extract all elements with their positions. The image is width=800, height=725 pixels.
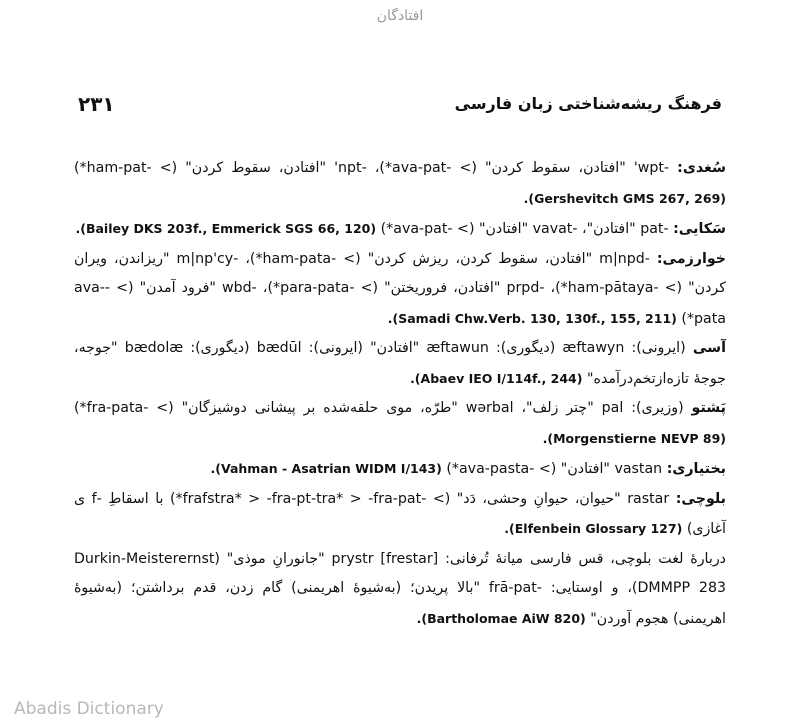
entry-reference: (Elfenbein Glossary 127). <box>504 521 683 536</box>
entry-text: دربارهٔ لغت بلوچی، قس فارسی میانهٔ تُرفانی: prystr [frestar] "جانورانِ موذی" (Durkin-Meisterernst DMMPP 283)، و اوستایی: -frā-pat "بالا پریدن؛ (به‌شیوهٔ اهریمنی) گام زدن، قدم برداشتن؛ (به‌شیوهٔ اهریمنی) هجوم آوردن" <box>74 550 726 627</box>
entry-text: (ایرونی): æftawyn (دیگوری): æftawun "افتادن" (ایرونی): bædūl (دیگوری): bædolæ "جوجه، جوجهٔ تازه‌ازتخم‌درآمده" <box>74 340 726 387</box>
entry-reference: (Abaev IEO I/114f., 244). <box>410 370 583 386</box>
entry-label: پَشتو <box>691 400 726 416</box>
entry-note <box>74 545 726 635</box>
entry-text: (وزیری): pal "چتر زلف"، wərbal "طرّه، موی حلقه‌شده بر پیشانی دوشیزگان" (> -fra-pata*) <box>74 400 684 416</box>
entry-ossetic <box>74 334 726 394</box>
entry-bakhtiari <box>74 454 726 485</box>
entry-reference: (Bartholomae AiW 820). <box>416 610 586 626</box>
entry-khwarezmian <box>74 245 726 335</box>
entry-label: آسی <box>692 340 726 356</box>
entry-label: سُغدی: <box>677 160 726 176</box>
entry-reference: (Samadi Chw.Verb. 130, 130f., 155, 211). <box>387 310 677 326</box>
entry-pashto <box>74 394 726 454</box>
entry-label: بلوچی: <box>675 490 727 507</box>
book-title: فرهنگ ریشه‌شناختی زبان فارسی <box>454 94 722 113</box>
entry-text: -wpt' "افتادن، سقوط کردن" (> -ava-pat*)، -npt' "افتادن، سقوط کردن" (> -ham-pat*) <box>74 160 670 176</box>
entry-reference: (Gershevitch GMS 267, 269). <box>523 190 726 206</box>
entry-text: -m|npd "افتادن، سقوط کردن، ریزش کردن" (> -ham-pata*)، -m|np'cy "ریزاندن، ویران کردن" (> -ham-pātaya*)، -prpd "افتادن، فروریختن" (> -para-pata*)، -wbd "فرود آمدن" (> -ava-pata*) <box>74 250 726 327</box>
entry-label: سَکایی: <box>673 221 726 237</box>
page-header <box>78 92 722 122</box>
page-number: ۲۳۱ <box>78 92 115 116</box>
entry-saka <box>74 214 726 245</box>
entry-sogdian <box>74 154 726 214</box>
entry-reference: (Morgenstierne NEVP 89). <box>542 430 726 446</box>
page-top-title: افتادگان <box>376 8 424 24</box>
entry-text: rastar "حیوان، حیوانِ وحشی، دَد" (> -frafstra* > -fra-pt-tra* > -fra-pat*) با اسقاطِ -f ی آغازی) <box>74 490 726 537</box>
entry-baluchi <box>74 485 726 545</box>
entry-text: vastan "افتادن" (> -ava-pasta*) <box>446 461 663 477</box>
watermark-text: Abadis Dictionary <box>14 699 164 719</box>
dictionary-content <box>74 154 726 634</box>
entry-label: بختیاری: <box>666 461 726 477</box>
entry-label: خوارزمی: <box>656 250 727 267</box>
entry-text: -pat "افتادن"، -vavat "افتادن" (> -ava-pat*) <box>380 221 669 237</box>
entry-reference: (Vahman - Asatrian WIDM I/143). <box>210 461 442 476</box>
entry-reference: (Bailey DKS 203f., Emmerick SGS 66, 120). <box>75 221 377 236</box>
